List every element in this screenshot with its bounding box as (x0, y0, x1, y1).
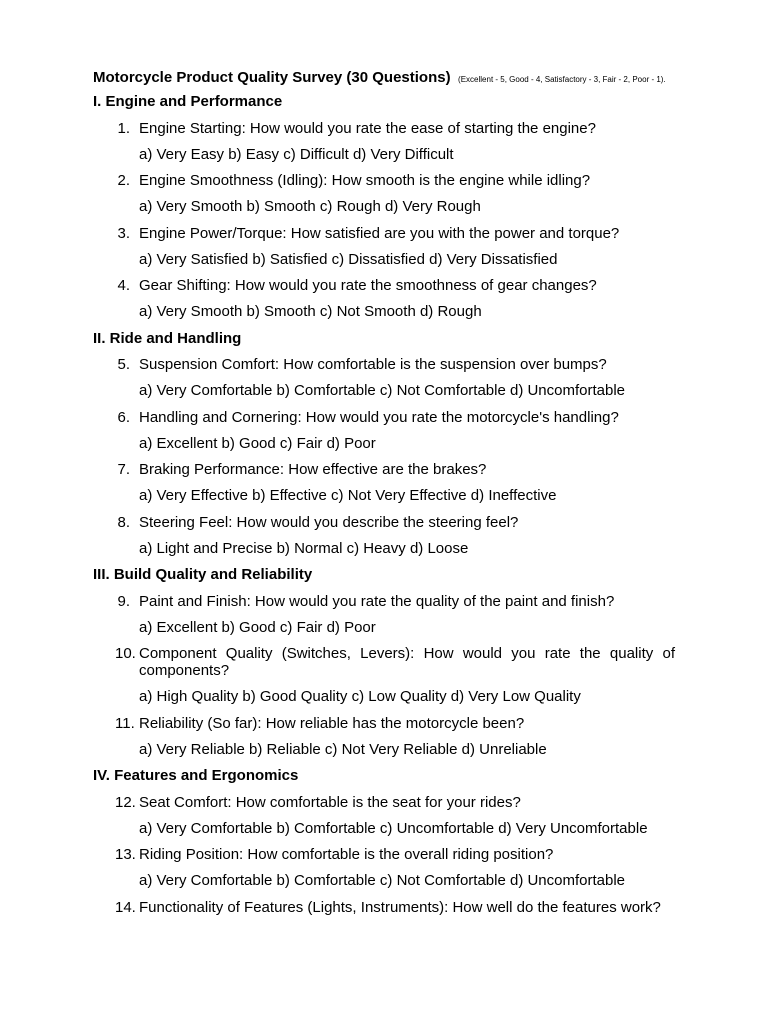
question-number: 7. (117, 461, 130, 478)
survey-question (93, 514, 675, 531)
answer-options: a) Very Smooth b) Smooth c) Not Smooth d) Rough (139, 303, 482, 320)
question-text: Component Quality (Switches, Levers): How would you rate the quality of components? (139, 645, 675, 679)
question-number: 14. (115, 898, 136, 916)
answer-options: a) Very Smooth b) Smooth c) Rough d) Very Rough (139, 198, 481, 215)
survey-question (93, 172, 675, 189)
answer-options: a) Very Effective b) Effective c) Not Very Effective d) Ineffective (139, 487, 557, 504)
question-number: 10. (115, 645, 136, 662)
question-text: Seat Comfort: How comfortable is the seat for your rides? (139, 793, 521, 811)
question-number: 5. (117, 356, 130, 373)
survey-question (93, 645, 675, 679)
survey-document (93, 66, 675, 925)
answer-options: a) Very Satisfied b) Satisfied c) Dissatisfied d) Very Dissatisfied (139, 250, 558, 268)
question-number: 11. (115, 714, 135, 732)
survey-question (93, 715, 675, 732)
question-text: Riding Position: How comfortable is the overall riding position? (139, 846, 554, 863)
survey-question (93, 593, 675, 610)
question-text: Braking Performance: How effective are the brakes? (139, 461, 487, 478)
question-number: 8. (117, 513, 130, 531)
question-text: Paint and Finish: How would you rate the quality of the paint and finish? (139, 592, 615, 610)
question-number: 13. (115, 846, 136, 863)
question-text: Steering Feel: How would you describe the steering feel? (139, 513, 519, 531)
survey-question (93, 846, 675, 863)
survey-question (93, 794, 675, 811)
survey-question (93, 899, 675, 916)
answer-options: a) Very Comfortable b) Comfortable c) Uncomfortable d) Very Uncomfortable (139, 819, 648, 837)
question-text: Handling and Cornering: How would you rate the motorcycle's handling? (139, 408, 619, 426)
question-text: Engine Starting: How would you rate the ease of starting the engine? (139, 119, 596, 137)
survey-question (93, 356, 675, 373)
question-number: 1. (117, 119, 130, 137)
survey-question (93, 277, 675, 294)
question-text: Reliability (So far): How reliable has the motorcycle been? (139, 714, 525, 732)
question-text: Engine Power/Torque: How satisfied are you with the power and torque? (139, 224, 620, 242)
answer-options: a) Very Reliable b) Reliable c) Not Very Reliable d) Unreliable (139, 740, 547, 758)
survey-question (93, 120, 675, 137)
question-text: Engine Smoothness (Idling): How smooth is the engine while idling? (139, 172, 591, 189)
question-number: 9. (117, 592, 130, 610)
answer-options: a) Very Comfortable b) Comfortable c) Not Comfortable d) Uncomfortable (139, 382, 626, 399)
survey-question (93, 461, 675, 478)
survey-question (93, 225, 675, 242)
title-line (93, 66, 675, 90)
section-heading: I. Engine and Performance (93, 93, 283, 110)
answer-options: a) Very Easy b) Easy c) Difficult d) Very Difficult (139, 145, 454, 163)
answer-options: a) Light and Precise b) Normal c) Heavy d) Loose (139, 539, 469, 557)
question-text: Suspension Comfort: How comfortable is the suspension over bumps? (139, 356, 607, 373)
question-text: Gear Shifting: How would you rate the smoothness of gear changes? (139, 277, 597, 294)
question-number: 12. (115, 793, 136, 811)
survey-sections (93, 93, 675, 916)
question-number: 6. (117, 408, 130, 426)
document-title: Motorcycle Product Quality Survey (30 Questions) (93, 69, 451, 86)
question-number: 3. (117, 224, 130, 242)
question-number: 4. (117, 277, 130, 294)
survey-question (93, 409, 675, 426)
section-heading: II. Ride and Handling (93, 329, 242, 347)
question-text: Functionality of Features (Lights, Instruments): How well do the features work? (139, 898, 661, 916)
section-heading: IV. Features and Ergonomics (93, 767, 299, 784)
answer-options: a) High Quality b) Good Quality c) Low Quality d) Very Low Quality (139, 688, 581, 705)
rating-scale-note: (Excellent - 5, Good - 4, Satisfactory - 3, Fair - 2, Poor - 1). (458, 75, 666, 84)
section-heading: III. Build Quality and Reliability (93, 566, 313, 583)
answer-options: a) Excellent b) Good c) Fair d) Poor (139, 618, 376, 636)
answer-options: a) Very Comfortable b) Comfortable c) Not Comfortable d) Uncomfortable (139, 872, 626, 889)
question-number: 2. (117, 172, 130, 189)
answer-options: a) Excellent b) Good c) Fair d) Poor (139, 434, 376, 452)
